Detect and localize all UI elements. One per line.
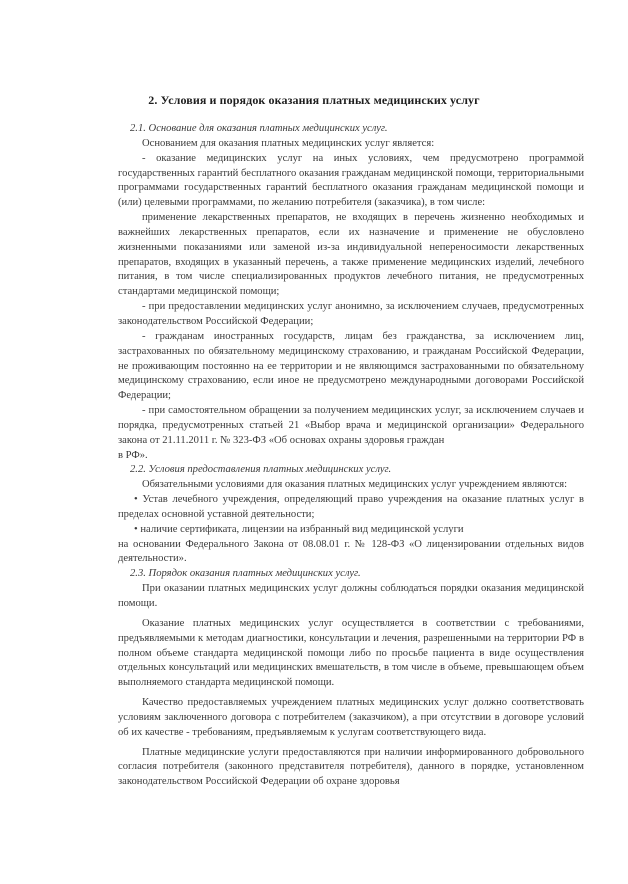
subsection-2-1-heading: 2.1. Основание для оказания платных медицинских услуг.: [130, 123, 388, 134]
subsection-2-3-heading: 2.3. Порядок оказания платных медицинских услуг.: [130, 568, 361, 580]
paragraph-drugs: применение лекарственных препаратов, не входящих в перечень жизненно необходимых и важнейших лекарственных препаратов, если их назначение и применение не обусловлено жизненными показаниями или заменой из-за индивидуальной непереносимости лекарственных препаратов, входящих в указанный перечень, а также применение медицинских изделий, лечебного питания, в том числе специализированных продуктов лечебного питания, не предусмотренных стандартами медицинской помощи;: [118, 212, 584, 298]
paragraph-self-referral-end: в РФ».: [118, 449, 148, 461]
paragraph-requirements: Оказание платных медицинских услуг осуществляется в соответствии с требованиями, предъявляемыми к методам диагностики, консультации и лечения, разрешенными на территории РФ в полном объеме стандарта медицинской помощи либо по просьбе пациента в виде осуществления отдельных консультаций или медицинских вмешательств, в том числе в объеме, превышающем объем выполняемого стандарта медицинской помощи.: [118, 617, 584, 689]
document-body: [118, 122, 584, 790]
section-title: 2. Условия и порядок оказания платных медицинских услуг: [148, 93, 480, 107]
list-item-charter: • Устав лечебного учреждения, определяющий право учреждения на оказание платных услуг в пределах основной уставной деятельности;: [118, 494, 584, 520]
paragraph-consent: Платные медицинские услуги предоставляются при наличии информированного добровольного согласия потребителя (законного представителя потребителя), данного в порядке, установленном законодательством Российской Федерации об охране здоровья: [118, 746, 584, 788]
paragraph-license-law: на основании Федерального Закона от 08.08.01 г. № 128-ФЗ «О лицензировании отдельных видов деятельности».: [118, 538, 584, 565]
paragraph-other-conditions: - оказание медицинских услуг на иных условиях, чем предусмотрено программой государственных гарантий бесплатного оказания гражданам медицинской помощи, территориальными программами государственных гарантий бесплатного оказания гражданам медицинской помощи и (или) целевыми программами, по желанию потребителя (заказчика), в том числе:: [118, 152, 584, 209]
list-item-license: • наличие сертификата, лицензии на избранный вид медицинской услуги: [134, 523, 464, 535]
paragraph-foreign-citizens: - гражданам иностранных государств, лицам без гражданства, за исключением лиц, застрахованных по обязательному медицинскому страхованию, и гражданам Российской Федерации, не проживающим постоянно на ее территории и не являющимся застрахованными по обязательному медицинскому страхованию, если иное не предусмотрено международными договорами Российской Федерации;: [118, 330, 584, 402]
paragraph-procedures: При оказании платных медицинских услуг должны соблюдаться порядки оказания медицинской помощи.: [118, 583, 584, 609]
paragraph-quality: Качество предоставляемых учреждением платных медицинских услуг должно соответствовать условиям заключенного договора с потребителем (заказчиком), а при отсутствии в договоре условий об их качестве - требованиям, предъявляемым к услугам соответствующего вида.: [118, 697, 584, 738]
paragraph-basis: Основанием для оказания платных медицинских услуг является:: [142, 137, 435, 149]
paragraph-self-referral: - при самостоятельном обращении за получением медицинских услуг, за исключением случаев и порядка, предусмотренных статьей 21 «Выбор врача и медицинской организации» Федерального закона от 21.11.2011 г. № 323-ФЗ «Об основах охраны здоровья граждан: [118, 405, 584, 446]
subsection-2-2-heading: 2.2. Условия предоставления платных медицинских услуг.: [130, 464, 392, 476]
paragraph-mandatory-conditions: Обязательными условиями для оказания платных медицинских услуг учреждением являются:: [142, 479, 568, 491]
paragraph-anonymous: - при предоставлении медицинских услуг анонимно, за исключением случаев, предусмотренных законодательством Российской Федерации;: [118, 301, 584, 327]
